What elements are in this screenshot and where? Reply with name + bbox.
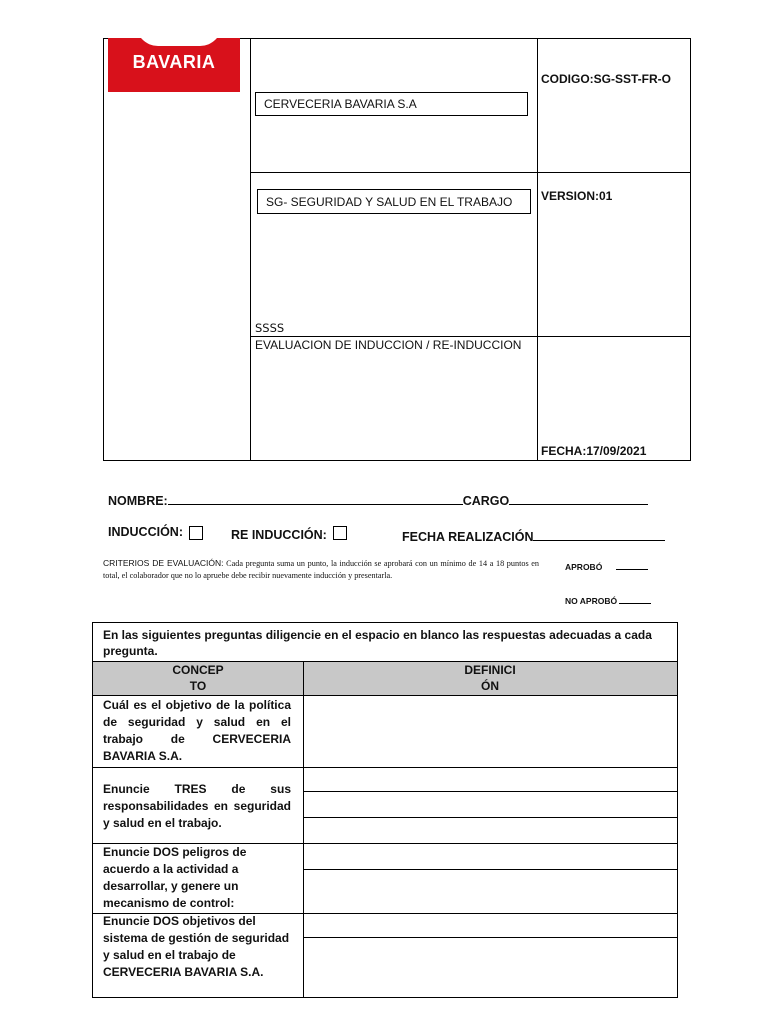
evaluation-criteria — [103, 557, 539, 582]
reinduction-field — [231, 528, 347, 542]
not-approved-label: NO APROBÓ — [565, 596, 618, 606]
role-blank[interactable] — [509, 492, 648, 505]
document-date: FECHA:17/09/2021 — [541, 444, 647, 458]
bavaria-logo — [108, 38, 240, 92]
concept-column-header — [93, 662, 303, 694]
document-version: VERSION:01 — [541, 189, 613, 203]
completion-date-label: FECHA REALIZACIÓN — [402, 530, 534, 544]
answer-cell-1[interactable] — [304, 696, 677, 766]
header-row-line-1 — [250, 172, 690, 173]
reinduction-label: RE INDUCCIÓN: — [231, 528, 327, 542]
logo-arc-shape — [136, 38, 222, 46]
induction-checkbox[interactable] — [189, 526, 203, 540]
question-text-3: Enuncie DOS peligros de acuerdo a la actividad a desarrollar, y genere un mecanismo de control: — [103, 845, 247, 910]
not-approved-blank[interactable] — [619, 595, 651, 604]
logo-text: BAVARIA — [132, 52, 216, 72]
role-label: CARGO — [462, 494, 510, 508]
answer-cell-3[interactable] — [304, 844, 677, 912]
company-name-box — [255, 92, 528, 116]
criteria-label: CRITERIOS DE EVALUACIÓN: — [103, 558, 224, 568]
reinduction-checkbox[interactable] — [333, 526, 347, 540]
answer-cell-2[interactable] — [304, 768, 677, 842]
system-name-box — [257, 189, 531, 214]
approved-label: APROBÓ — [565, 562, 603, 572]
completion-date-field — [402, 528, 665, 544]
induction-label: INDUCCIÓN: — [108, 525, 183, 539]
header-divider-right — [537, 39, 538, 460]
document-code: CODIGO:SG-SST-FR-O — [541, 72, 671, 86]
completion-date-blank[interactable] — [533, 528, 665, 541]
not-approved-field — [565, 595, 651, 606]
definition-header-line1: DEFINICI — [464, 663, 516, 677]
questions-header-row — [93, 661, 677, 696]
answer-cell-4[interactable] — [304, 914, 677, 997]
name-label: NOMBRE: — [108, 494, 168, 508]
question-text-4: Enuncie DOS objetivos del sistema de gestión de seguridad y salud en el trabajo de CERVECERIA BAVARIA S.A. — [103, 914, 290, 979]
approved-field — [565, 561, 648, 572]
stray-text: SSSS — [255, 321, 285, 335]
question-text-2: Enuncie TRES de sus responsabilidades en seguridad y salud en el trabajo. — [103, 782, 291, 830]
company-name: CERVECERIA BAVARIA S.A — [264, 97, 417, 111]
criteria-text: Cada pregunta suma un punto, la inducción se aprobará con un mínimo de 14 a 18 puntos en total, el colaborador que no lo apruebe debe recibir nuevamente inducción y presentarla. — [103, 559, 539, 580]
question-text-1: Cuál es el objetivo de la política de seguridad y salud en el trabajo de CERVECERIA BAVARIA S.A. — [103, 698, 291, 763]
definition-column-header — [303, 662, 677, 694]
definition-header-line2: ÓN — [481, 679, 499, 693]
header-divider-left — [250, 39, 251, 460]
name-field — [108, 492, 648, 508]
name-blank[interactable] — [168, 492, 463, 505]
questions-table — [92, 622, 678, 998]
header-row-line-2 — [250, 336, 690, 337]
concept-header-line1: CONCEP — [172, 663, 224, 677]
system-name: SG- SEGURIDAD Y SALUD EN EL TRABAJO — [266, 194, 513, 209]
approved-blank[interactable] — [616, 561, 648, 570]
concept-header-line2: TO — [189, 679, 207, 693]
document-title: EVALUACION DE INDUCCION / RE-INDUCCION — [255, 338, 522, 352]
induction-field — [108, 525, 203, 540]
questions-intro: En las siguientes preguntas diligencie en el espacio en blanco las respuestas adecuadas a cada pregunta. — [103, 628, 652, 658]
